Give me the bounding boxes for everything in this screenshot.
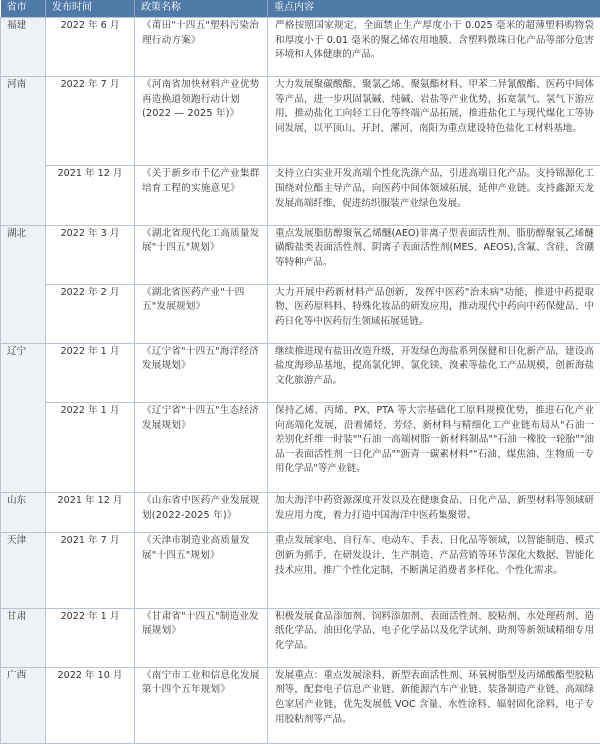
date-cell: 2021 年 7 月: [46, 533, 135, 608]
date-cell: 2022 年 1 月: [46, 403, 135, 493]
policy-name-cell: 《南宁市工业和信息化发展第十四个五年规划》: [135, 667, 268, 743]
table-row: [1, 77, 600, 166]
table-row: [1, 533, 600, 608]
content-cell: 大力开展中药新材料产品创新，发挥中医药"治未病"功能，推进中药提取物、医药原料料、特殊化妆品的研发应用，推动现代中药向中药保健品、中药日化等中医药衍生领域拓展延链。: [268, 284, 600, 343]
table-header-row: [1, 0, 600, 18]
policy-name-cell: 《河南省加快材料产业优势再造换道领跑行动计划(2022 — 2025 年)》: [135, 77, 268, 166]
province-cell: 广西: [1, 667, 46, 743]
content-cell: 大力发展聚碳酸酯、聚氯乙烯、聚氨酯材料、甲苯二异氰酸酯、医药中间体等产品，进一步巩固氯碱、纯碱、岩盐等产业优势，拓宽氯气、氢气下游应用，推动盐化工向轻工日化等终端产品拓展，推进盐化工与现代煤化工等协同发展，以平顶山、开封、漯河、南阳为重点建设特色盐化工材料基地。: [268, 77, 600, 166]
header-date: 发布时间: [46, 0, 135, 18]
table-row: [1, 284, 600, 343]
date-cell: 2022 年 1 月: [46, 343, 135, 402]
table-row: [1, 18, 600, 77]
province-cell: 天津: [1, 533, 46, 608]
policy-name-cell: 《湖北省医药产业"十四五"发展规划》: [135, 284, 268, 343]
policy-name-cell: 《莆田"十四五"塑料污染治理行动方案》: [135, 18, 268, 77]
date-cell: 2022 年 10 月: [46, 667, 135, 743]
content-cell: 保持乙烯、丙烯、PX、PTA 等大宗基础化工原料规模优势，推进石化产业向高端化发展，沿着烯烃、芳烃、新材料与精细化工产业链布局从"石油一差别化纤维一时装""石油一高端树脂一新材料制品""石油一橡胶一轮胎""油品一表面活性剂一日化产品""沥青一碳素材料""石油、煤焦油、生物质一专用化学品"等产业链。: [268, 403, 600, 493]
header-policy: 政策名称: [135, 0, 268, 18]
table-row: [1, 343, 600, 402]
policy-name-cell: 《辽宁省"十四五"海洋经济发展规划》: [135, 343, 268, 402]
province-cell: 河南: [1, 77, 46, 225]
content-cell: 发展重点：重点发展涂料、新型表面活性剂、环氧树脂型及丙烯酸酯型胶粘剂等，配套电子信息产业链、新能源汽车产业链、装备制造产业链、高端绿色家居产业链，优先发展低 VOC 含量、水性涂料、辐射固化涂料，电子专用胶粘剂等产品。: [268, 667, 600, 743]
province-cell: 福建: [1, 18, 46, 77]
content-cell: 支持立白实业开发高端个性化洗涤产品，引进高端日化产品。支持锦源化工围绕对位酯主导产品，向医药中间体领域拓展，延伸产业链。支持鑫源天龙发展高端纤维，促进纺织服装产业绿色发展。: [268, 166, 600, 225]
content-cell: 积极发展食品添加剂、饲料添加剂、表面活性剂、胶粘剂、水处理药剂、造纸化学品、油田化学品、电子化学品以及化学试剂、助剂等新领域精细专用化学品。: [268, 608, 600, 667]
date-cell: 2021 年 12 月: [46, 493, 135, 533]
table-row: [1, 667, 600, 743]
province-cell: 山东: [1, 493, 46, 533]
table-row: [1, 493, 600, 533]
table-row: [1, 608, 600, 667]
policy-name-cell: 《山东省中医药产业发展规划(2022-2025 年)》: [135, 493, 268, 533]
content-cell: 重点发展家电、自行车、电动车、手表、日化品等领域，以智能制造、模式创新为抓手，在研发设计、生产制造、产品营销等环节深化大数据、智能化技术应用，推广个性化定制，不断满足消费者多样化、个性化需求。: [268, 533, 600, 608]
date-cell: 2022 年 3 月: [46, 225, 135, 284]
content-cell: 重点发展脂肪醇聚氧乙烯醚(AEO)非离子型表面活性剂、脂肪醇聚氧乙烯醚磺酸盐类表面活性剂、阴离子表面活性剂(MES、AEOS),含氟、含硅、含硼等特种产品。: [268, 225, 600, 284]
policy-name-cell: 《湖北省现代化工高质量发展"十四五"规划》: [135, 225, 268, 284]
policy-name-cell: 《甘肃省"十四五"制造业发展规划》: [135, 608, 268, 667]
province-cell: 辽宁: [1, 343, 46, 492]
table-row: [1, 166, 600, 225]
date-cell: 2021 年 12 月: [46, 166, 135, 225]
date-cell: 2022 年 7 月: [46, 77, 135, 166]
policy-name-cell: 《辽宁省"十四五"生态经济发展规划》: [135, 403, 268, 493]
table-row: [1, 225, 600, 284]
header-content: 重点内容: [268, 0, 600, 18]
date-cell: 2022 年 2 月: [46, 284, 135, 343]
date-cell: 2022 年 6 月: [46, 18, 135, 77]
province-cell: 湖北: [1, 225, 46, 343]
policy-name-cell: 《天津市制造业高质量发展"十四五"规划》: [135, 533, 268, 608]
province-cell: 甘肃: [1, 608, 46, 667]
content-cell: 继续推进现有盐田改造升级，开发绿色海盐系列保健和日化新产品，建设高盐度海珍品基地，提高氯化钾、氯化镁、溴素等盐化工产品规模，创新海盐文化旅游产品。: [268, 343, 600, 402]
table-row: [1, 403, 600, 493]
policy-name-cell: 《关于新乡市千亿产业集群培育工程的实施意见》: [135, 166, 268, 225]
date-cell: 2022 年 1 月: [46, 608, 135, 667]
content-cell: 严格按照国家规定，全面禁止生产厚度小于 0.025 毫米的超薄塑料购物袋和厚度小于 0.01 毫米的聚乙烯农用地膜、含塑料微珠日化产品等部分危害环境和人体健康的产品。: [268, 18, 600, 77]
header-province: 省市: [1, 0, 46, 18]
content-cell: 加大海洋中药资源深度开发以及在健康食品、日化产品、新型材料等领域研发应用力度，着力打造中国海洋中医药集聚带。: [268, 493, 600, 533]
